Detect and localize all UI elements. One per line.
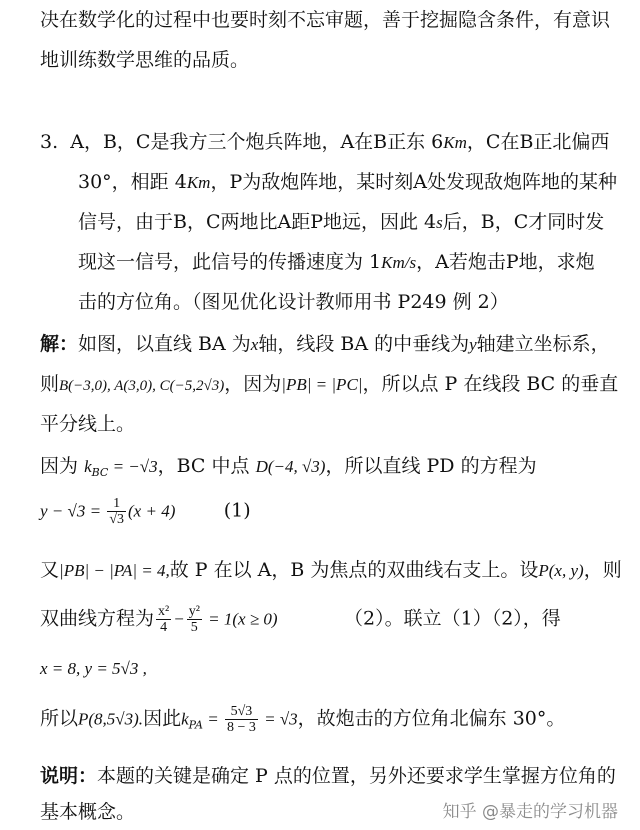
solution-label: 解： (40, 333, 79, 355)
equation-tag-1: (1) (223, 499, 251, 522)
fraction-y2-over-5: $\frac{\text{y²}}{5}$ (188, 604, 200, 635)
solution-line-4: 因为 $k_{BC} = -√3$，BC 中点 D(−4, √3)，所以直线 PD 的方程为 (40, 455, 537, 479)
solution-line-8: x = 8, y = 5√3 , (40, 659, 147, 678)
problem-line-1: 3. A，B，C是我方三个炮兵阵地，A在B正东 6Km，C在B正北偏西 (40, 131, 610, 153)
solution-line-5-equation-1: y − √3 = $\frac{1}{√3}$ (x + 4) (1) (40, 496, 251, 527)
solution-line-6: 又|PB| − |PA| = 4,故 P 在以 A，B 为焦点的双曲线右支上。设P(x, y)，则 (40, 559, 622, 581)
intro-line-1: 决在数学化的过程中也要时刻不忘审题，善于挖掘隐含条件，有意识 (40, 9, 611, 31)
note-line-1: 说明：本题的关键是确定 P 点的位置，另外还要求学生掌握方位角的 (40, 765, 616, 787)
intro-line-2: 地训练数学思维的品质。 (40, 49, 250, 71)
fraction-x2-over-4: $\frac{\text{x²}}{4}$ (158, 604, 170, 635)
solution-line-2: 则B(−3,0), A(3,0), C(−5,2√3)，因为|PB| = |PC|，所以点 P 在线段 BC 的垂直 (40, 373, 619, 395)
problem-line-4: 现这一信号，此信号的传播速度为 1Km/s，A若炮击P地，求炮 (78, 251, 595, 273)
fraction-1-over-root3: $\frac{1}{√3}$ (109, 496, 125, 527)
problem-line-5: 击的方位角。（图见优化设计教师用书 P249 例 2） (78, 291, 509, 313)
note-label: 说明： (40, 765, 98, 787)
zhihu-watermark: 知乎 @暴走的学习机器 (442, 802, 618, 822)
note-line-2: 基本概念。 (40, 801, 136, 823)
solution-line-9: 所以P(8,5√3).因此$k_{PA}$ = $\frac{5√3}{8 - 3}$ = √3，故炮击的方位角北偏东 30°。 (40, 704, 566, 735)
fraction-slope-pa: $\frac{5√3}{8 - 3}$ (226, 704, 256, 735)
problem-line-2: 30°，相距 4Km，P为敌炮阵地，某时刻A处发现敌炮阵地的某种 (78, 171, 617, 193)
solution-line-7-equation-2: 双曲线方程为 $\frac{\text{x²}}{4}$ − $\frac{\text{y²}}{5}$ = 1(x ≥ 0) （2）。联立（1）（2），得 (40, 604, 561, 635)
problem-number: 3. (40, 131, 59, 153)
solution-line-1: 解：如图，以直线 BA 为x轴，线段 BA 的中垂线为y轴建立坐标系， (40, 333, 610, 355)
solution-line-3: 平分线上。 (40, 413, 136, 435)
problem-line-3: 信号，由于B，C两地比A距P地远，因此 4s后，B，C才同时发 (78, 211, 605, 233)
